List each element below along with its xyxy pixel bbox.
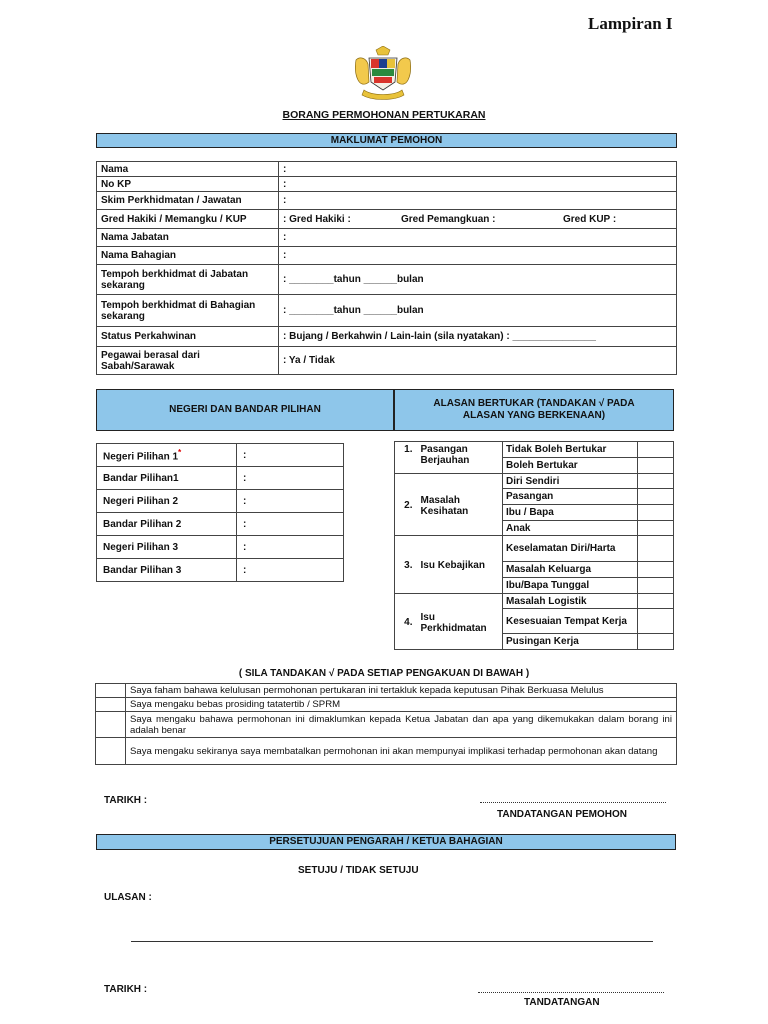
alasan-table — [394, 441, 674, 650]
ulasan-label: ULASAN : — [104, 892, 152, 903]
pengakuan-heading: ( SILA TANDAKAN √ PADA SETIAP PENGAKUAN DI BAWAH ) — [238, 668, 530, 679]
table-row — [97, 347, 677, 375]
field-label: Bandar Pilihan 2 — [97, 513, 237, 536]
table-row — [97, 559, 344, 582]
status-perkahwinan-field[interactable]: : Bujang / Berkahwin / Lain-lain (sila nyatakan) : _______________ — [279, 327, 677, 347]
required-mark: * — [178, 447, 182, 458]
table-row — [97, 327, 677, 347]
gred-field[interactable] — [279, 210, 677, 229]
gred-pemangkuan-label: Gred Pemangkuan : — [401, 213, 496, 225]
reason-label: Pusingan Kerja — [503, 634, 638, 650]
reason-checkbox[interactable] — [638, 634, 674, 650]
sabah-sarawak-field[interactable]: : Ya / Tidak — [279, 347, 677, 375]
pengakuan-checkbox[interactable] — [96, 684, 126, 698]
pengakuan-checkbox[interactable] — [96, 712, 126, 738]
table-row — [96, 738, 677, 765]
bandar-pilihan-3-field[interactable]: : — [237, 559, 344, 582]
reason-label: Kesesuaian Tempat Kerja — [503, 609, 638, 634]
field-label: Bandar Pilihan 3 — [97, 559, 237, 582]
field-label: Skim Perkhidmatan / Jawatan — [97, 192, 279, 210]
field-label: Tempoh berkhidmat di Bahagian sekarang — [97, 295, 279, 327]
nama-field[interactable]: : — [279, 162, 677, 177]
table-row — [97, 536, 344, 559]
pengakuan-text: Saya mengaku sekiranya saya membatalkan permohonan ini akan mempunyai implikasi terhadap permohonan akan datang — [126, 738, 677, 765]
negeri-pilihan-1-field[interactable]: : — [237, 444, 344, 467]
reason-label: Pasangan — [503, 489, 638, 505]
signature-line-pengarah[interactable] — [478, 992, 664, 993]
reason-checkbox[interactable] — [638, 578, 674, 594]
reason-checkbox[interactable] — [638, 458, 674, 474]
reason-checkbox[interactable] — [638, 609, 674, 634]
table-row — [395, 442, 674, 458]
pengakuan-table — [95, 683, 677, 765]
field-label: Status Perkahwinan — [97, 327, 279, 347]
reason-checkbox[interactable] — [638, 442, 674, 458]
field-label: Nama — [97, 162, 279, 177]
pengakuan-text: Saya mengaku bebas prosiding tatatertib / SPRM — [126, 698, 677, 712]
bandar-pilihan-2-field[interactable]: : — [237, 513, 344, 536]
reason-checkbox[interactable] — [638, 505, 674, 521]
setuju-option[interactable]: SETUJU / TIDAK SETUJU — [298, 865, 419, 876]
tandatangan-pemohon-label: TANDATANGAN PEMOHON — [497, 809, 627, 820]
alasan-header: ALASAN BERTUKAR (TANDAKAN √ PADA ALASAN YANG BERKENAAN) — [394, 389, 674, 431]
category-number: 1. — [395, 442, 415, 474]
pengakuan-text: Saya faham bahawa kelulusan permohonan pertukaran ini tertakluk kepada keputusan Pihak Berkuasa Melulus — [126, 684, 677, 698]
reason-checkbox[interactable] — [638, 489, 674, 505]
category-name: Isu Perkhidmatan — [415, 594, 503, 650]
nama-bahagian-field[interactable]: : — [279, 247, 677, 265]
table-row — [96, 698, 677, 712]
bandar-pilihan-1-field[interactable]: : — [237, 467, 344, 490]
tandatangan-label: TANDATANGAN — [524, 997, 600, 1008]
category-name: Pasangan Berjauhan — [415, 442, 503, 474]
category-name: Isu Kebajikan — [415, 536, 503, 594]
field-label — [97, 444, 237, 467]
no-kp-field[interactable]: : — [279, 177, 677, 192]
field-label: Negeri Pilihan 3 — [97, 536, 237, 559]
table-row — [96, 684, 677, 698]
negeri-table — [96, 443, 344, 582]
reason-label: Ibu/Bapa Tunggal — [503, 578, 638, 594]
reason-checkbox[interactable] — [638, 536, 674, 562]
negeri-pilihan-3-field[interactable]: : — [237, 536, 344, 559]
table-row — [97, 229, 677, 247]
field-label: Tempoh berkhidmat di Jabatan sekarang — [97, 265, 279, 295]
table-row — [97, 513, 344, 536]
reason-label: Ibu / Bapa — [503, 505, 638, 521]
pengakuan-text: Saya mengaku bahawa permohonan ini dimaklumkan kepada Ketua Jabatan dan apa yang dikemukakan dalam borang ini adalah benar — [126, 712, 677, 738]
reason-label: Anak — [503, 521, 638, 536]
negeri-pilihan-2-field[interactable]: : — [237, 490, 344, 513]
field-label: No KP — [97, 177, 279, 192]
field-label: Bandar Pilihan1 — [97, 467, 237, 490]
tempoh-bahagian-field[interactable]: : ________tahun ______bulan — [279, 295, 677, 327]
table-row — [97, 177, 677, 192]
category-name: Masalah Kesihatan — [415, 474, 503, 536]
pengakuan-checkbox[interactable] — [96, 738, 126, 765]
persetujuan-header: PERSETUJUAN PENGARAH / KETUA BAHAGIAN — [96, 834, 676, 850]
table-row — [97, 295, 677, 327]
maklumat-header: MAKLUMAT PEMOHON — [96, 133, 677, 148]
pengakuan-checkbox[interactable] — [96, 698, 126, 712]
field-label: Negeri Pilihan 2 — [97, 490, 237, 513]
nama-jabatan-field[interactable]: : — [279, 229, 677, 247]
table-row — [97, 162, 677, 177]
tempoh-jabatan-field[interactable]: : ________tahun ______bulan — [279, 265, 677, 295]
maklumat-table — [96, 161, 677, 375]
tarikh-pengarah-label: TARIKH : — [104, 984, 148, 995]
ulasan-line[interactable] — [131, 941, 653, 942]
reason-label: Tidak Boleh Bertukar — [503, 442, 638, 458]
reason-checkbox[interactable] — [638, 474, 674, 489]
field-label: Pegawai berasal dari Sabah/Sarawak — [97, 347, 279, 375]
table-row — [395, 474, 674, 489]
category-number: 3. — [395, 536, 415, 594]
negeri-header: NEGERI DAN BANDAR PILIHAN — [96, 389, 394, 431]
reason-checkbox[interactable] — [638, 562, 674, 578]
lampiran-label: Lampiran I — [588, 14, 673, 33]
table-row — [97, 490, 344, 513]
category-number: 2. — [395, 474, 415, 536]
table-row — [97, 265, 677, 295]
signature-line-pemohon[interactable] — [480, 802, 666, 803]
field-label: Gred Hakiki / Memangku / KUP — [97, 210, 279, 229]
table-row — [97, 444, 344, 467]
table-row — [395, 536, 674, 562]
reason-label: Keselamatan Diri/Harta — [503, 536, 638, 562]
table-row — [97, 192, 677, 210]
table-row — [96, 712, 677, 738]
reason-label: Boleh Bertukar — [503, 458, 638, 474]
reason-checkbox[interactable] — [638, 594, 674, 609]
malaysia-coat-of-arms-icon — [352, 46, 414, 102]
table-row — [395, 594, 674, 609]
reason-label: Masalah Keluarga — [503, 562, 638, 578]
table-row — [97, 467, 344, 490]
skim-field[interactable]: : — [279, 192, 677, 210]
table-row — [97, 247, 677, 265]
tarikh-pemohon-label: TARIKH : — [104, 795, 148, 806]
reason-label: Masalah Logistik — [503, 594, 638, 609]
table-row — [97, 210, 677, 229]
gred-hakiki-label: : Gred Hakiki : — [283, 213, 351, 225]
reason-label: Diri Sendiri — [503, 474, 638, 489]
category-number: 4. — [395, 594, 415, 650]
form-title: BORANG PERMOHONAN PERTUKARAN — [282, 109, 486, 121]
field-label: Nama Bahagian — [97, 247, 279, 265]
field-label: Nama Jabatan — [97, 229, 279, 247]
negeri-pilihan-1-label: Negeri Pilihan 1 — [103, 451, 179, 463]
gred-kup-label: Gred KUP : — [563, 213, 617, 225]
reason-checkbox[interactable] — [638, 521, 674, 536]
